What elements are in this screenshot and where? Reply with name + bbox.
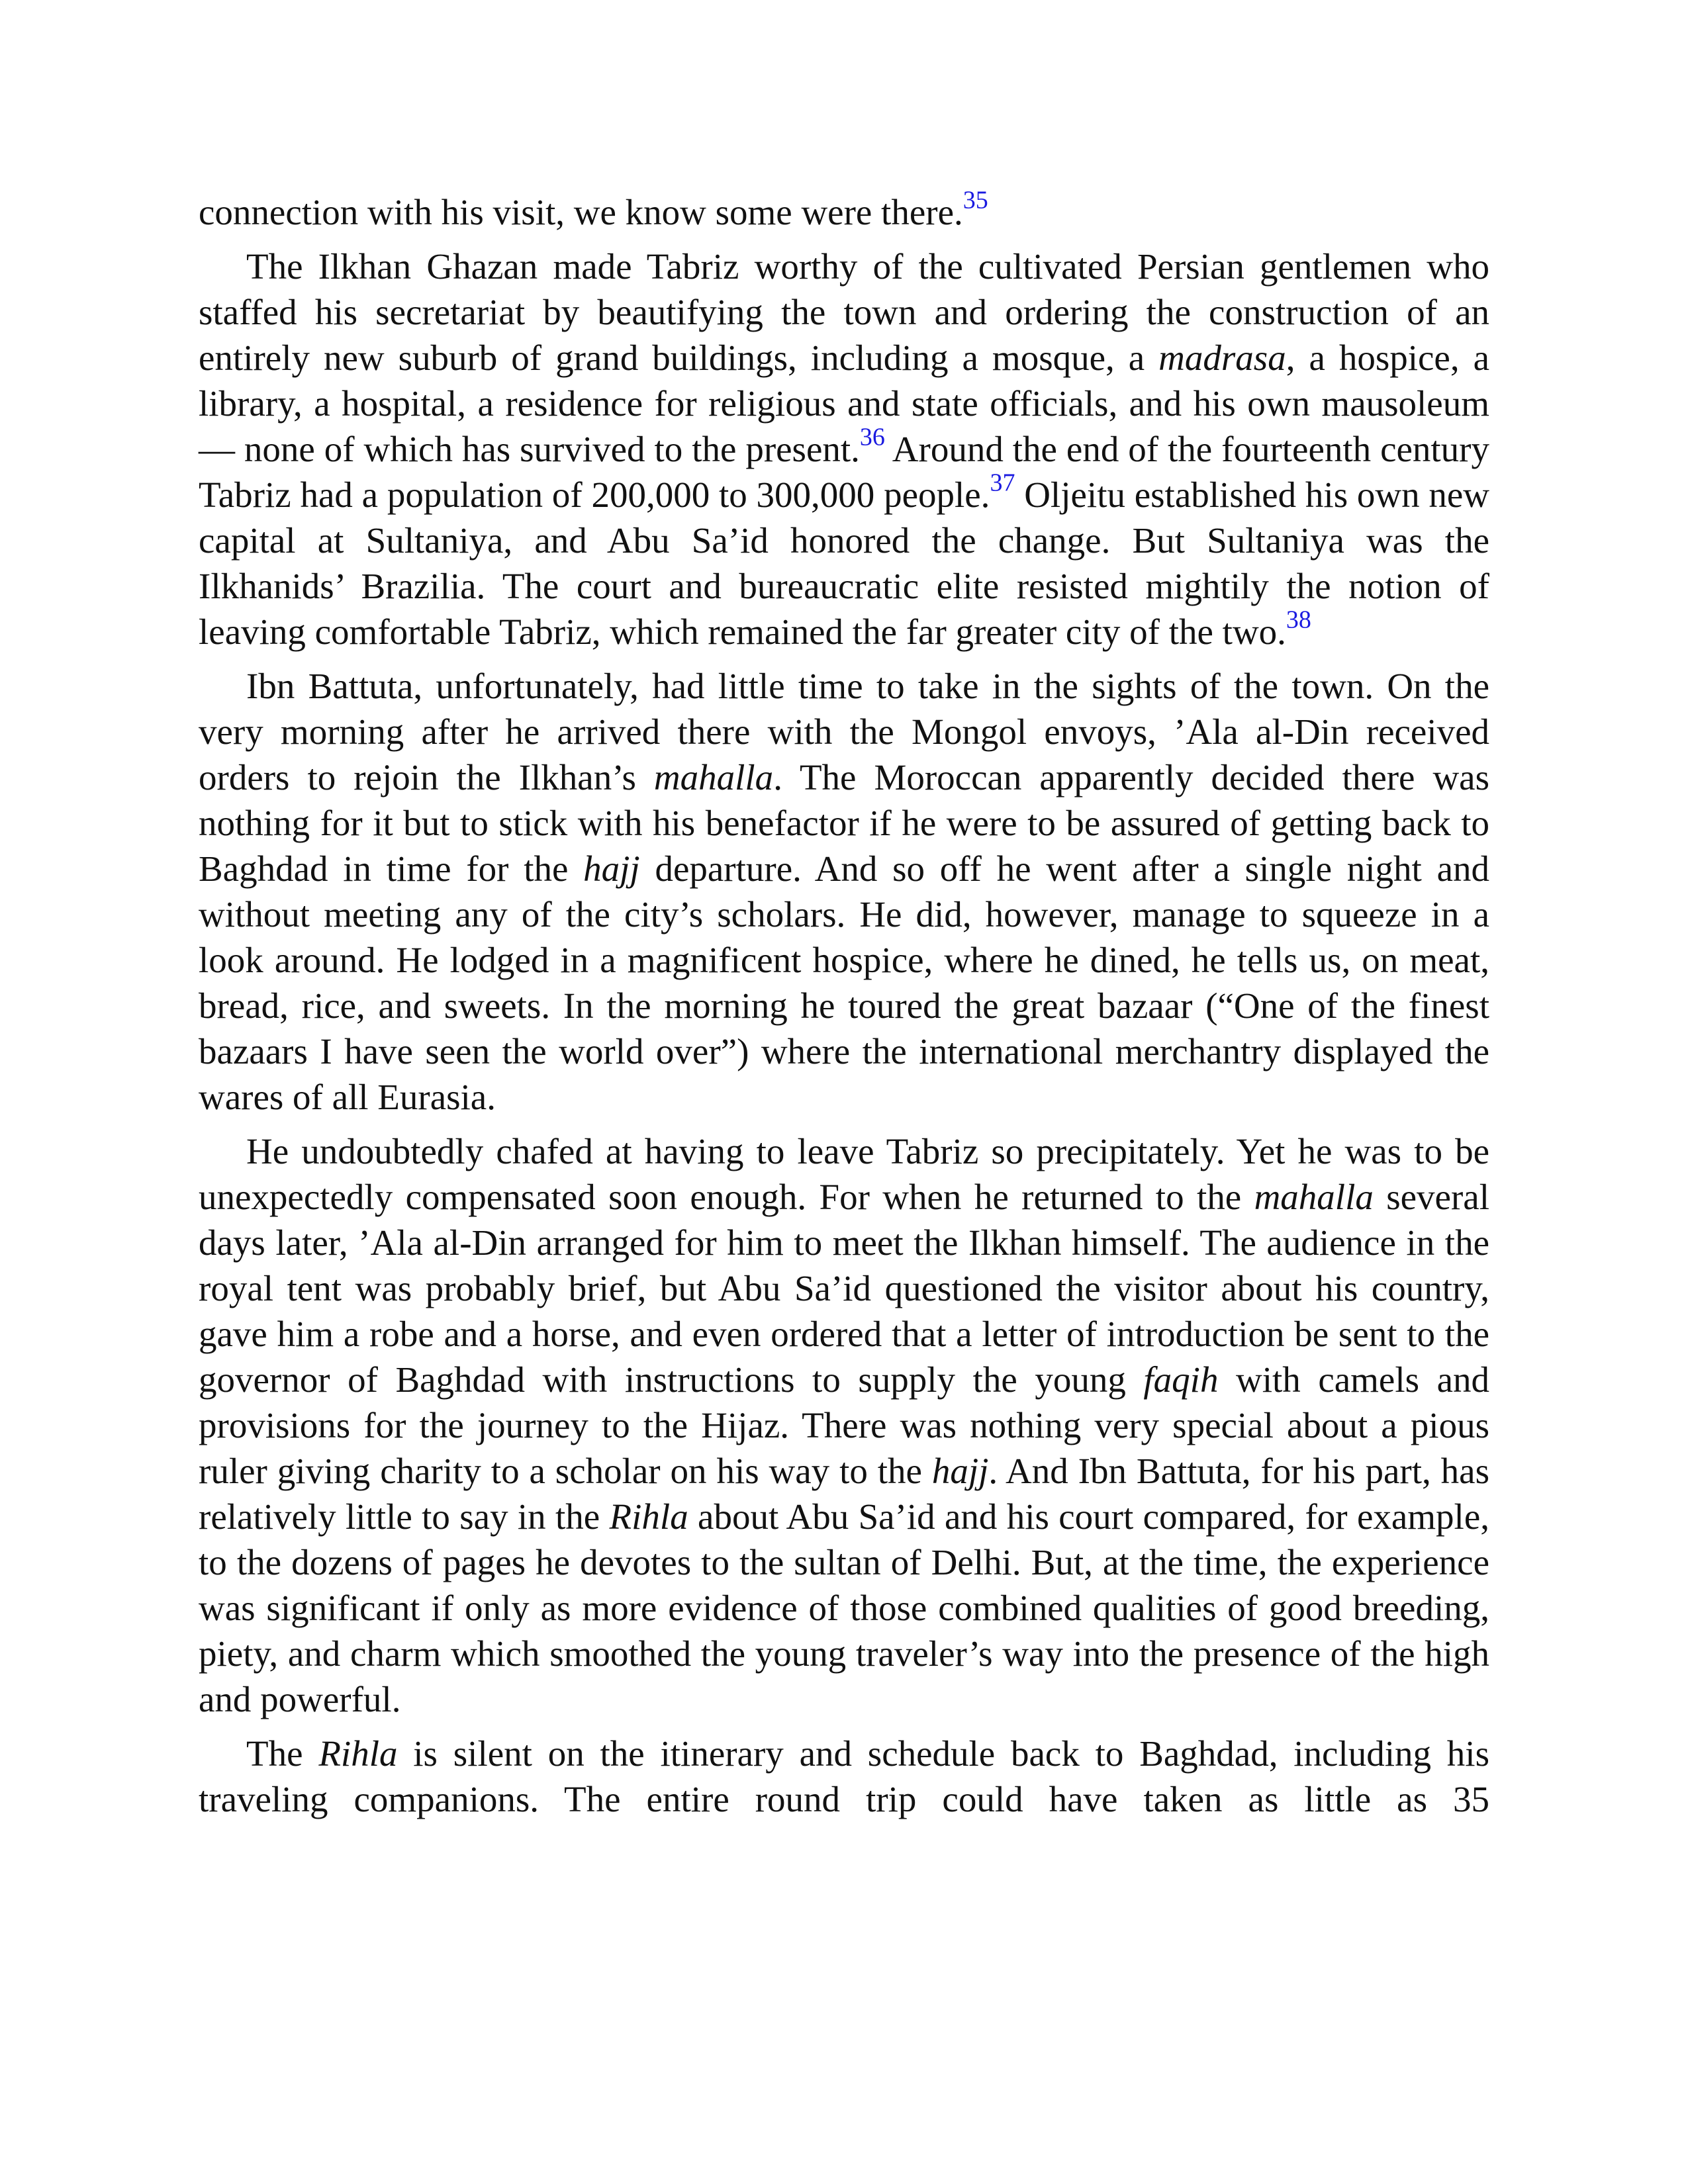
paragraph-continued: [199, 186, 1489, 235]
text-run: , a hospice, a library, a hospital, a residence for religious and state officials, and his own mausoleum — none of which has survived to the present.: [199, 338, 1489, 469]
text-run: He undoubtedly chafed at having to leave Tabriz so precipitately. Yet he was to be unexpectedly compensated soon enough. For when he returned to the: [199, 1131, 1489, 1217]
italic-term: Rihla: [609, 1496, 688, 1537]
text-run: The: [246, 1733, 319, 1774]
text-run: . The Moroccan apparently decided there was nothing for it but to stick with his benefactor if he were to be assured of getting back to Baghdad in time for the: [199, 757, 1489, 889]
italic-term: faqih: [1143, 1359, 1219, 1400]
italic-term: mahalla: [1254, 1177, 1374, 1217]
footnote-ref[interactable]: 38: [1286, 606, 1311, 634]
footnote-ref[interactable]: 35: [962, 186, 988, 214]
text-run: several days later, ’Ala al-Din arranged for him to meet the Ilkhan himself. The audience in the royal tent was probably brief, but Abu Sa’id questioned the visitor about his country, gave him a robe and a horse, and even ordered that a letter of introduction be sent to the governor of Baghdad with instructions to supply the young: [199, 1177, 1489, 1400]
italic-term: madrasa: [1158, 338, 1286, 378]
text-run: with camels and provisions for the journey to the Hijaz. There was nothing very special about a pious ruler giving charity to a scholar on his way to the: [199, 1359, 1489, 1491]
text-run: . And Ibn Battuta, for his part, has relatively little to say in the: [199, 1451, 1489, 1537]
paragraph: [199, 244, 1489, 655]
text-run: Around the end of the fourteenth century Tabriz had a population of 200,000 to 300,000 people.: [199, 429, 1490, 515]
italic-term: hajj: [931, 1451, 989, 1491]
book-page: [199, 186, 1490, 1831]
footnote-ref[interactable]: 37: [990, 469, 1015, 497]
paragraph: [199, 663, 1489, 1120]
text-run: about Abu Sa’id and his court compared, for example, to the dozens of pages he devotes to the sultan of Delhi. But, at the time, the experience was significant if only as more evidence of those combined qualities of good breeding, piety, and charm which smoothed the young traveler’s way into the presence of the high and powerful.: [199, 1496, 1489, 1719]
paragraph: [199, 1128, 1489, 1722]
text-run: Ibn Battuta, unfortunately, had little time to take in the sights of the town. On the very morning after he arrived there with the Mongol envoys, ’Ala al-Din received orders to rejoin the Ilkhan’s: [199, 666, 1489, 797]
text-run: departure. And so off he went after a single night and without meeting any of the city’s scholars. He did, however, manage to squeeze in a look around. He lodged in a magnificent hospice, where he dined, he tells us, on meat, bread, rice, and sweets. In the morning he toured the great bazaar (“One of the finest bazaars I have seen the world over”) where the international merchantry displayed the wares of all Eurasia.: [199, 848, 1489, 1117]
text-run: connection with his visit, we know some were there.: [199, 192, 963, 232]
text-run: The Ilkhan Ghazan made Tabriz worthy of the cultivated Persian gentlemen who staffed his secretariat by beautifying the town and ordering the construction of an entirely new suburb of grand buildings, including a mosque, a: [199, 246, 1489, 378]
italic-term: Rihla: [318, 1733, 398, 1774]
text-body: [199, 186, 1490, 1822]
paragraph: [199, 1731, 1489, 1822]
footnote-ref[interactable]: 36: [859, 423, 885, 451]
text-run: Oljeitu established his own new capital at Sultaniya, and Abu Sa’id honored the change. But Sultaniya was the Ilkhanids’ Brazilia. The court and bureaucratic elite resisted mightily the notion of leaving comfortable Tabriz, which remained the far greater city of the two.: [199, 475, 1489, 652]
italic-term: hajj: [583, 848, 640, 889]
text-run: is silent on the itinerary and schedule back to Baghdad, including his traveling companions. The entire round trip could have taken as little as 35: [199, 1733, 1489, 1819]
italic-term: mahalla: [653, 757, 774, 797]
